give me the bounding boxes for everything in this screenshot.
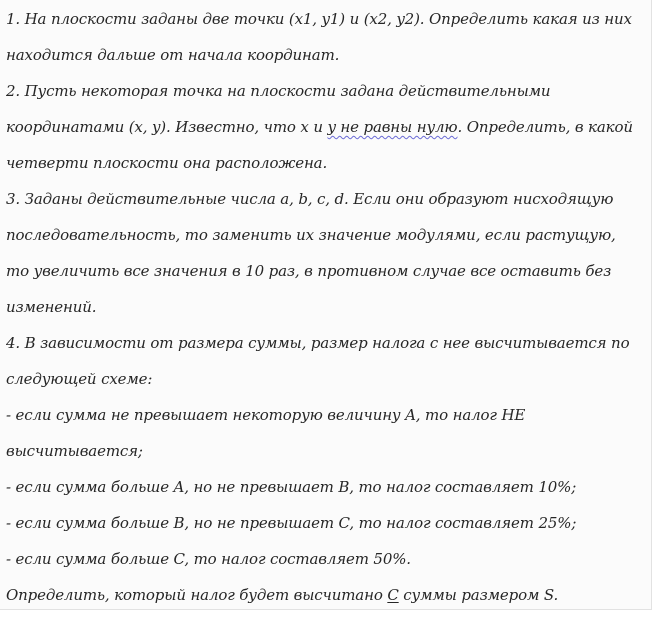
underlined-letter: С xyxy=(387,586,399,604)
text-line: 1. На плоскости заданы две точки (x1, y1) и (x2, y2). Определить какая из них xyxy=(6,10,632,28)
text-line xyxy=(6,118,651,154)
text-line: - если сумма больше B, но не превышает C, то налог составляет 25%; xyxy=(6,514,577,532)
text-line: 3. Заданы действительные числа a, b, c, d. Если они образуют нисходящую xyxy=(6,190,614,208)
text-segment: координатами (x, y). Известно, что x и xyxy=(6,118,328,136)
text-segment: . Определить, в какой xyxy=(457,118,633,136)
text-line: находится дальше от начала координат. xyxy=(6,46,340,64)
spellcheck-marked-phrase[interactable]: y не равны нулю xyxy=(327,118,458,136)
text-line: высчитывается; xyxy=(6,442,143,460)
text-line: 4. В зависимости от размера суммы, размер налога с нее высчитывается по xyxy=(6,334,630,352)
text-segment: суммы размером S. xyxy=(398,586,559,604)
text-line: - если сумма не превышает некоторую величину A, то налог НЕ xyxy=(6,406,526,424)
text-line: то увеличить все значения в 10 раз, в противном случае все оставить без xyxy=(6,262,612,280)
text-line: - если сумма больше C, то налог составляет 50%. xyxy=(6,550,411,568)
text-line: 2. Пусть некоторая точка на плоскости задана действительными xyxy=(6,82,551,100)
text-line: следующей схеме: xyxy=(6,370,153,388)
text-line: - если сумма больше A, но не превышает B, то налог составляет 10%; xyxy=(6,478,577,496)
text-line: четверти плоскости она расположена. xyxy=(6,154,328,172)
text-line: последовательность, то заменить их значение модулями, если растущую, xyxy=(6,226,616,244)
text-segment: Определить, который налог будет высчитано xyxy=(6,586,388,604)
text-line: изменений. xyxy=(6,298,97,316)
text-line xyxy=(6,586,651,622)
